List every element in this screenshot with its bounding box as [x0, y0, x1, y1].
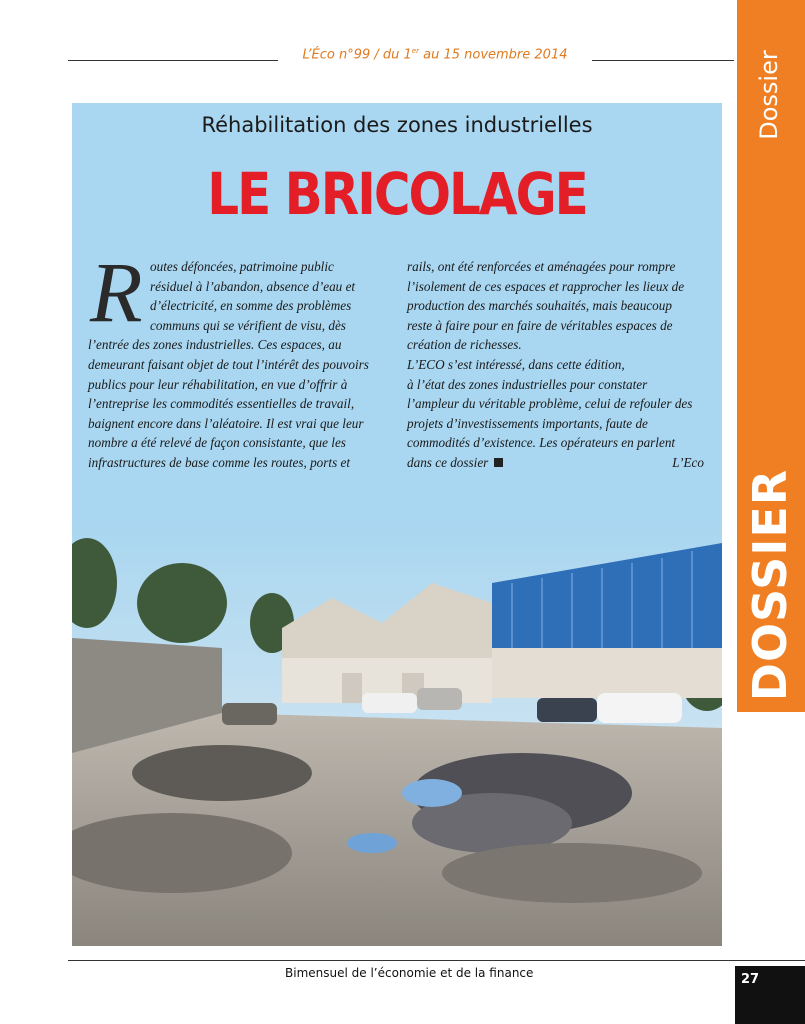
text-line: demeurant faisant objet de tout l’intérêt des pouvoirs — [88, 356, 369, 372]
text-line: outes défoncées, patrimoine public — [150, 259, 334, 274]
article-subtitle: Réhabilitation des zones industrielles — [201, 113, 593, 137]
drop-cap: R — [90, 244, 143, 340]
article-panel — [72, 103, 722, 946]
text-line: production des marchés souhaités, mais beaucoup — [407, 298, 672, 314]
text-line: publics pour leur réhabilitation, en vue d’offrir à — [88, 376, 348, 392]
text-line: infrastructures de base comme les routes, ports et — [88, 454, 351, 470]
text-line: résiduel à l’abandon, absence d’eau et — [150, 278, 356, 294]
section-tab-big-label: DOSSIER — [743, 468, 797, 702]
header-rule-right — [592, 60, 734, 61]
text-line: reste à faire pour en faire de véritables espaces de — [407, 317, 673, 333]
text-line: l’entreprise les commodités essentielles de travail, — [88, 396, 355, 412]
section-tab — [737, 0, 805, 712]
text-line: rails, ont été renforcées et aménagées pour rompre — [407, 259, 676, 274]
issue-line: L’Éco n°99 / du 1er au 15 novembre 2014 — [302, 47, 568, 63]
text-line: l’entrée des zones industrielles. Ces espaces, au — [88, 337, 342, 353]
text-line: projets d’investissements importants, faute de — [407, 415, 648, 431]
text-line: commodités d’existence. Les opérateurs en parlent — [407, 435, 676, 451]
text-line: création de richesses. — [407, 337, 522, 353]
text-line: nombre a été relevé de façon consistante, que les — [88, 435, 346, 451]
text-line-last: dans ce dossier L’Eco — [407, 453, 712, 473]
article-column-2 — [407, 257, 712, 473]
section-tab-label: Dossier — [755, 50, 783, 140]
text-line: baignent encore dans l’aléatoire. Il est vrai que leur — [88, 415, 364, 431]
text-line: L’ECO s’est intéressé, dans cette édition, — [407, 356, 625, 372]
footer-rule — [68, 960, 805, 961]
page-number: 27 — [741, 972, 760, 987]
signature: L’Eco — [672, 454, 704, 470]
header-rule-left — [68, 60, 278, 61]
text-line: l’ampleur du véritable problème, celui de refouler des — [407, 396, 693, 412]
article-photo — [72, 523, 722, 946]
article-title: LE BRICOLAGE — [207, 161, 587, 228]
article-column-1 — [88, 257, 388, 473]
text-line: communs qui se vérifient de visu, dès — [150, 317, 346, 333]
text-line: l’isolement de ces espaces et rapprocher les lieux de — [407, 278, 685, 294]
footer-tagline: Bimensuel de l’économie et de la finance — [285, 966, 534, 980]
page-number-box — [735, 966, 805, 1024]
end-mark-icon — [494, 458, 503, 467]
text-line: à l’état des zones industrielles pour constater — [407, 376, 648, 392]
text-line: d’électricité, en somme des problèmes — [150, 298, 352, 314]
